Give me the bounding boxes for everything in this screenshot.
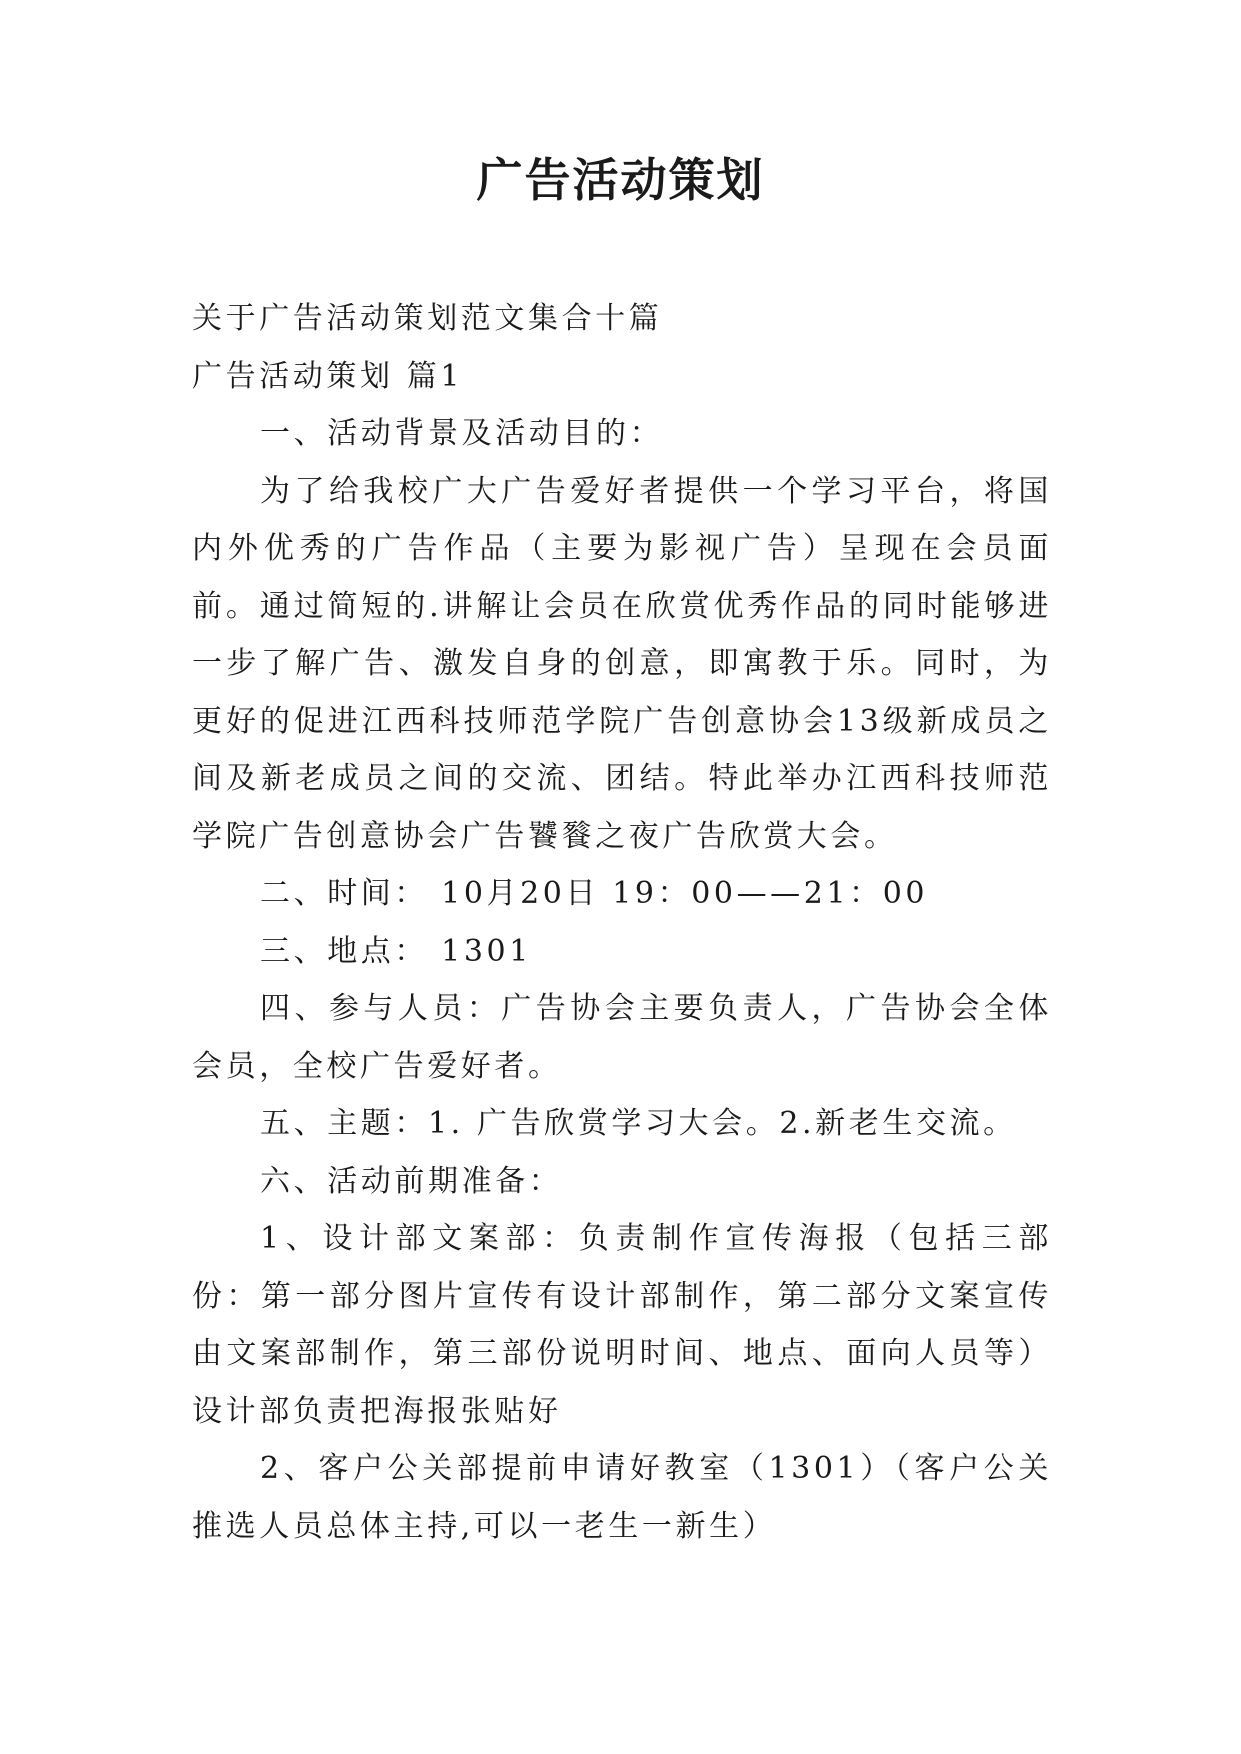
paragraph-background: 为了给我校广大广告爱好者提供一个学习平台，将国内外优秀的广告作品（主要为影视广告）呈现在会员面前。通过简短的.讲解让会员在欣赏优秀作品的同时能够进一步了解广告、激发自身的创意，即寓教于乐。同时，为更好的促进江西科技师范学院广告创意协会13级新成员之间及新老成员之间的交流、团结。特此举办江西科技师范学院广告创意协会广告饕餮之夜广告欣赏大会。 [192, 473, 1052, 854]
paragraph-location: 三、地点： 1301 [260, 933, 532, 969]
document-title: 广告活动策划 [476, 153, 765, 207]
paragraph-preparation-2: 2、客户公关部提前申请好教室（1301）（客户公关推选人员总体主持,可以一老生一新生） [192, 1451, 1052, 1544]
paragraph-background-heading: 一、活动背景及活动目的： [260, 416, 664, 451]
document-body [192, 290, 1052, 1555]
paragraph-time: 二、时间： 10月20日 19：00——21：00 [260, 876, 929, 911]
paragraph-participants: 四、参与人员：广告协会主要负责人，广告协会全体会员，全校广告爱好者。 [192, 991, 1052, 1084]
paragraph-preparation-heading: 六、活动前期准备： [260, 1163, 563, 1199]
paragraph-preparation-1: 1、设计部文案部：负责制作宣传海报（包括三部份：第一部分图片宣传有设计部制作，第二部分文案宣传由文案部制作，第三部份说明时间、地点、面向人员等）设计部负责把海报张贴好 [192, 1221, 1052, 1429]
paragraph-theme: 五、主题：1. 广告欣赏学习大会。2.新老生交流。 [260, 1106, 1017, 1141]
section-heading: 广告活动策划 篇1 [192, 358, 464, 394]
subtitle-line: 关于广告活动策划范文集合十篇 [192, 301, 663, 336]
